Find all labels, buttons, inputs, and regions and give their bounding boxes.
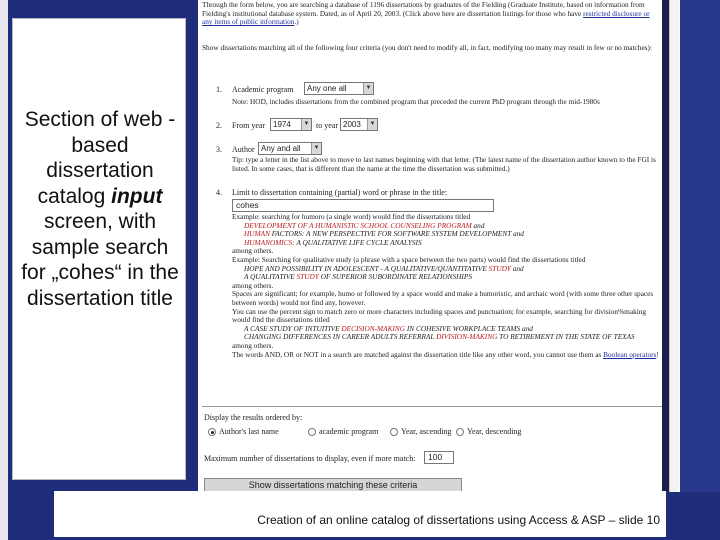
example-text: ! xyxy=(656,349,659,359)
example-match: HUMAN xyxy=(244,229,270,239)
max-results-label: Maximum number of dissertations to display, even if more match: xyxy=(204,454,416,463)
criterion-3-number: 3. xyxy=(216,145,222,154)
to-year-label: to year xyxy=(316,121,338,130)
example-title xyxy=(232,273,664,282)
title-search-input[interactable]: cohes xyxy=(232,199,494,212)
footer-panel xyxy=(54,491,666,537)
example-rest: IN COHESIVE WORKPLACE TEAMS and xyxy=(405,323,533,333)
order-program-radio[interactable] xyxy=(308,428,316,436)
boolean-operators-link[interactable]: Boolean operators xyxy=(603,349,657,359)
example-text: Example: searching for humoro (a single word) would find the dissertations titled xyxy=(232,212,471,221)
academic-program-value: Any one all xyxy=(307,84,347,93)
example-match: HUMANOMICS xyxy=(244,237,293,247)
author-value: Any and all xyxy=(261,144,301,153)
slide-footer: Creation of an online catalog of dissertations using Access & ASP – slide 10 xyxy=(257,513,660,527)
caption-text xyxy=(13,107,187,311)
example-rest: CHANGING DIFFERENCES IN CAREER ADULTS REFERRAL xyxy=(244,332,437,342)
to-year-value: 2003 xyxy=(343,120,361,129)
show-dissertations-button[interactable]: Show dissertations matching these criteria xyxy=(204,478,462,492)
example-text: among others. xyxy=(232,340,274,350)
caption-panel xyxy=(12,18,186,480)
example-text: You can use the percent sign to match zero or more characters including spaces and punctuation; for example, searching for division%making would find the dissertations titled xyxy=(232,306,647,325)
restricted-disclosure-link[interactable]: restricted disclosure or any items of public information xyxy=(202,8,650,27)
intro-text: Through the form below, you are searching a database of 1196 dissertations by graduates of the Fielding (Graduate Institute, based on information from Fielding's institutional database system. Dated, as of April 20, 2003. (Click above here are dissertation listings for those who have xyxy=(202,0,645,18)
example-match: DIVISION-MAKING xyxy=(436,332,498,342)
order-year-desc-radio[interactable] xyxy=(456,428,464,436)
example-match: DEVELOPMENT OF A HUMANISTIC SCHOOL COUNSELING PROGRAM xyxy=(244,220,472,230)
example-rest: FACTORS: A NEW PERSPECTIVE FOR SOFTWARE SYSTEM DEVELOPMENT and xyxy=(269,229,524,239)
author-tip: Tip: type a letter in the list above to move to last names beginning with that letter. (The latest name of the dissertation author known to the FGI is listed. In some cases, that is different than the name at the time the dissertation was submitted.) xyxy=(232,155,656,173)
order-author-radio[interactable] xyxy=(208,428,216,436)
order-year-desc-label: Year, descending xyxy=(467,427,522,436)
example-title xyxy=(232,239,664,248)
academic-program-select[interactable] xyxy=(304,82,374,95)
slide-margin xyxy=(680,0,720,492)
example-rest: and xyxy=(471,220,485,230)
chevron-down-icon: ▼ xyxy=(367,119,377,130)
caption-before: Section of web -based dissertation catalog xyxy=(24,108,176,208)
order-author-label: Author's last name xyxy=(219,427,279,436)
page-edge xyxy=(662,0,669,492)
caption-after: screen, with sample search for „cohes“ in the dissertation title xyxy=(21,210,179,310)
intro-paragraph xyxy=(202,1,658,27)
order-year-asc-label: Year, ascending xyxy=(401,427,452,436)
criterion-4-number: 4. xyxy=(216,188,222,197)
example-rest: and xyxy=(510,263,524,273)
example-rest: HOPE AND POSSIBILITY IN ADOLESCENT - A QUALITATIVE/QUANTITATIVE xyxy=(244,263,489,273)
search-examples xyxy=(232,213,664,359)
example-text: among others. xyxy=(232,246,274,256)
to-year-select[interactable] xyxy=(340,118,378,131)
example-rest: OF SUPERIOR SUBORDINATE RELATIONSHIPS xyxy=(318,272,472,282)
example-text: The words AND, OR or NOT in a search are matched against the dissertation title like any other word, you cannot use them as xyxy=(232,349,604,359)
academic-program-label: Academic program xyxy=(232,85,294,94)
chevron-down-icon: ▼ xyxy=(301,119,311,130)
from-year-select[interactable] xyxy=(270,118,312,131)
order-year-asc-radio[interactable] xyxy=(390,428,398,436)
dissertation-search-screenshot xyxy=(198,0,720,492)
instructions-text: Show dissertations matching all of the following four criteria (you don't need to modify all, in fact, modifying too many may result in few or no matches): xyxy=(202,43,652,52)
example-match: STUDY xyxy=(296,272,319,282)
from-year-label: From year xyxy=(232,121,266,130)
academic-program-note: Note: HOD, includes dissertations from the combined program that preceded the current PhD program through the mid-1980s xyxy=(232,97,600,106)
criterion-1-number: 1. xyxy=(216,85,222,94)
divider xyxy=(202,406,662,407)
from-year-value: 1974 xyxy=(273,120,291,129)
example-text: Example: Searching for qualitative study (a phrase with a space between the two parts) would find the dissertations titled xyxy=(232,254,586,264)
slide-edge xyxy=(0,0,8,540)
caption-emphasis: input xyxy=(111,184,163,208)
intro-text-end: .) xyxy=(294,17,299,27)
example-text: Spaces are significant; for example, humo or followed by a space would and make a humoristic, and archaic word (with some three other spaces between words) would not find any, however. xyxy=(232,289,654,307)
order-program-label: academic program xyxy=(319,427,379,436)
example-rest: : A QUALITATIVE LIFE CYCLE ANALYSIS xyxy=(292,237,422,247)
example-rest: TO RETIREMENT IN THE STATE OF TEXAS xyxy=(497,332,635,342)
example-match: STUDY xyxy=(488,263,511,273)
example-match: DECISION-MAKING xyxy=(341,323,406,333)
example-rest: A CASE STUDY OF INTUITIVE xyxy=(244,323,342,333)
criterion-2-number: 2. xyxy=(216,121,222,130)
example-rest: A QUALITATIVE xyxy=(244,272,297,282)
chevron-down-icon: ▼ xyxy=(363,83,373,94)
vertical-scrollbar[interactable] xyxy=(669,0,679,492)
display-order-label: Display the results ordered by: xyxy=(204,413,303,422)
max-results-input[interactable]: 100 xyxy=(424,451,454,464)
example-text: among others. xyxy=(232,280,274,290)
title-search-label: Limit to dissertation containing (partial) word or phrase in the title: xyxy=(232,188,448,197)
chevron-down-icon: ▼ xyxy=(311,143,321,154)
author-select[interactable] xyxy=(258,142,322,155)
boolean-note xyxy=(232,351,664,360)
example-title xyxy=(232,333,664,342)
author-label: Author xyxy=(232,145,255,154)
